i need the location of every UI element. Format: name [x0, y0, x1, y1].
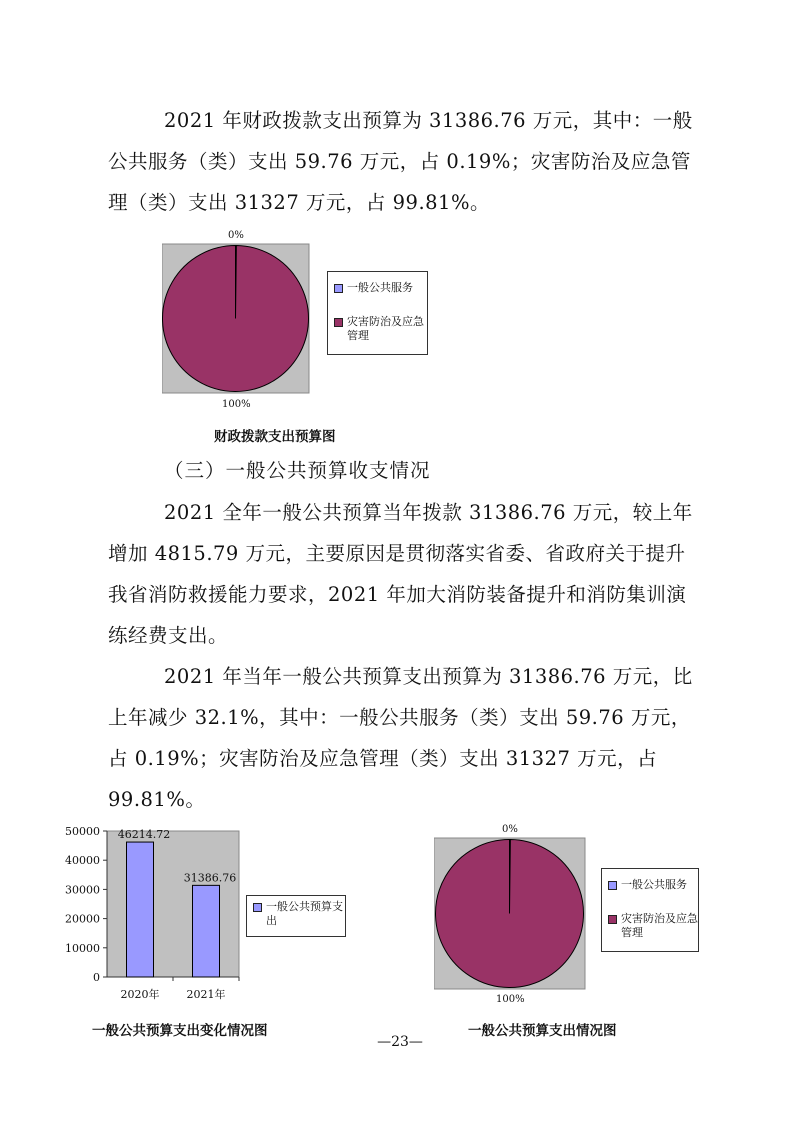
legend-item-general-budget	[253, 900, 348, 928]
y-tick-label: 0	[93, 971, 100, 984]
legend-swatch	[608, 915, 617, 924]
bar-chart-expenditure	[60, 820, 350, 1005]
pie-slices	[435, 840, 583, 988]
y-ticks	[65, 825, 107, 984]
pie-legend	[327, 271, 428, 355]
bar-2	[193, 885, 220, 977]
x-tick-labels	[121, 977, 240, 1001]
legend-swatch	[253, 903, 262, 912]
pie-chart-fiscal	[162, 228, 428, 413]
bar-1	[127, 842, 154, 977]
paragraph-text: 2021 年财政拨款支出预算为 31386.76 万元，其中：一般公共服务（类）支出 59.76 万元，占 0.19%；灾害防治及应急管理（类）支出 31327 万元，占 99.81%。	[108, 109, 693, 214]
y-tick-label: 20000	[65, 912, 100, 926]
legend-swatch	[334, 284, 343, 293]
pie-bottom-label: 100%	[222, 399, 251, 410]
legend-label: 一般公共服务	[621, 878, 687, 891]
pie-slice-2	[435, 840, 583, 988]
pie-top-label: 0%	[502, 824, 518, 835]
pie-chart-general-budget-caption: 一般公共预算支出情况图	[468, 1023, 617, 1039]
bar-legend	[246, 895, 346, 937]
pie-slices	[163, 246, 309, 392]
bar-chart-caption: 一般公共预算支出变化情况图	[92, 1023, 268, 1039]
legend-item-public-service	[608, 878, 687, 892]
legend-swatch	[608, 881, 617, 890]
x-tick-label: 2021年	[186, 988, 226, 1001]
y-tick-label: 10000	[65, 941, 100, 955]
pie-chart-fiscal-caption: 财政拨款支出预算图	[214, 429, 336, 445]
section-heading: （三）一般公共预算收支情况	[164, 459, 431, 482]
legend-label: 一般公共服务	[347, 281, 413, 294]
pie-bottom-label: 100%	[496, 994, 525, 1005]
legend-item-disaster	[608, 912, 701, 940]
bar-data-label: 46214.72	[117, 828, 171, 842]
paragraph-text: 2021 全年一般公共预算当年拨款 31386.76 万元，较上年增加 4815.79 万元，主要原因是贯彻落实省委、省政府关于提升我省消防救援能力要求，2021 年加大消防装备提升和消防集训演练经费支出。	[108, 501, 693, 647]
paragraph-budget-appropriation	[108, 492, 698, 656]
paragraph-budget-expenditure	[108, 656, 698, 820]
y-tick-label: 50000	[65, 825, 100, 838]
legend-label: 灾害防治及应急管理	[347, 315, 424, 342]
pie-chart-general-budget	[434, 822, 704, 1012]
pie-slice-2	[163, 246, 309, 392]
legend-label: 一般公共预算支出	[266, 900, 343, 927]
pie-top-label: 0%	[228, 230, 244, 241]
bar-data-label: 31386.76	[183, 871, 237, 885]
legend-label: 灾害防治及应急管理	[621, 912, 698, 939]
y-tick-label: 30000	[65, 883, 100, 897]
legend-item-disaster	[334, 315, 427, 343]
x-tick-label: 2020年	[120, 988, 160, 1001]
page-number: —23—	[377, 1034, 423, 1050]
pie-legend	[601, 868, 699, 952]
paragraph-fiscal-budget	[108, 100, 698, 223]
paragraph-text: 2021 年当年一般公共预算支出预算为 31386.76 万元，比上年减少 32.1%，其中：一般公共服务（类）支出 59.76 万元，占 0.19%；灾害防治及应急管理（类）支出 31327 万元，占 99.81%。	[108, 665, 693, 811]
legend-swatch	[334, 318, 343, 327]
legend-item-public-service	[334, 281, 413, 295]
y-tick-label: 40000	[65, 854, 100, 868]
